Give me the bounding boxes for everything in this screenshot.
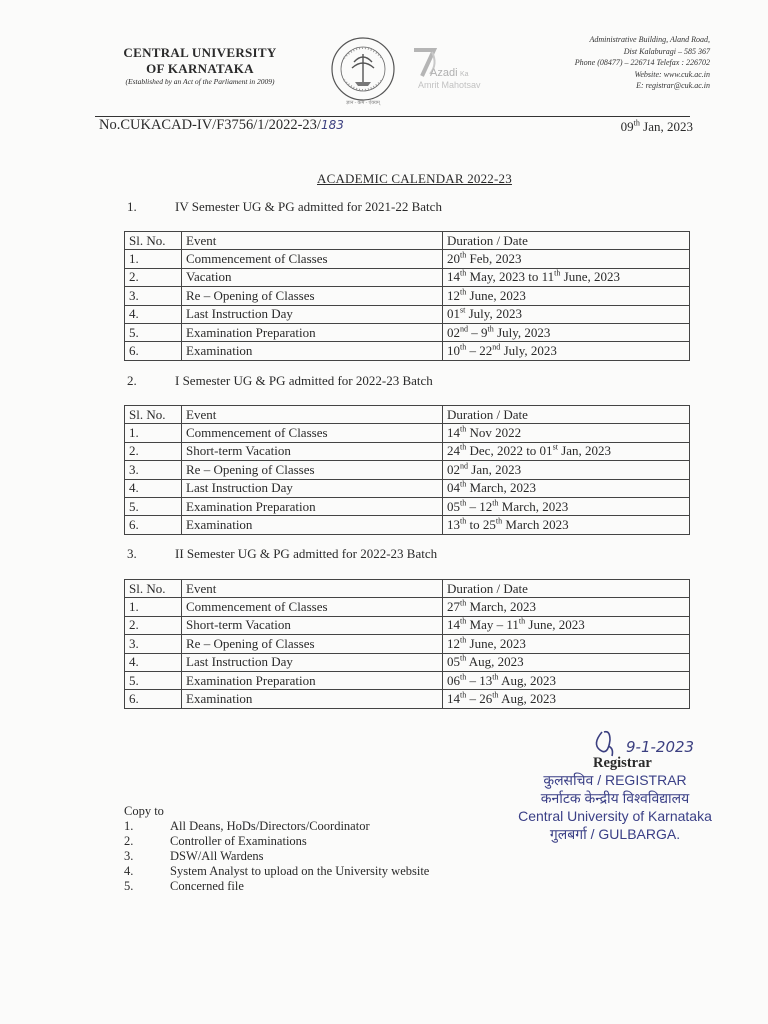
serial-number-cell: 1. — [125, 424, 182, 442]
table-header-row — [125, 406, 690, 424]
copy-to-item — [124, 819, 429, 834]
serial-number-cell: 4. — [125, 305, 182, 323]
copy-to-item-number: 5. — [124, 879, 134, 893]
azadi-logo-word-1: Azadi — [430, 67, 458, 79]
date-cell: 02nd Jan, 2023 — [443, 461, 690, 479]
section-heading-text: IV Semester UG & PG admitted for 2021-22 Batch — [175, 199, 442, 214]
event-cell: Commencement of Classes — [182, 250, 443, 268]
date-cell: 06th – 13th Aug, 2023 — [443, 671, 690, 689]
date-cell: 14th May, 2023 to 11th June, 2023 — [443, 268, 690, 286]
serial-number-cell: 5. — [125, 323, 182, 341]
event-cell: Commencement of Classes — [182, 424, 443, 442]
serial-number-cell: 6. — [125, 690, 182, 708]
serial-number-cell: 6. — [125, 342, 182, 360]
table-row — [125, 671, 690, 689]
date-cell: 01st July, 2023 — [443, 305, 690, 323]
university-name-line1: CENTRAL UNIVERSITY — [123, 45, 277, 60]
table-row — [125, 653, 690, 671]
event-cell: Last Instruction Day — [182, 479, 443, 497]
calendar-table-iv-semester — [124, 231, 690, 361]
table-row — [125, 305, 690, 323]
contact-block — [575, 34, 710, 92]
serial-number-cell: 6. — [125, 516, 182, 534]
serial-number-cell: 2. — [125, 616, 182, 634]
date-cell: 14th May – 11th June, 2023 — [443, 616, 690, 634]
event-cell: Last Instruction Day — [182, 305, 443, 323]
emblem-caption: ज्ञान - कर्म - ऐक्यम् — [346, 101, 380, 106]
table-header-row — [125, 232, 690, 250]
serial-number-cell: 2. — [125, 442, 182, 460]
registrar-stamp — [500, 771, 730, 843]
table-row — [125, 442, 690, 460]
copy-to-item — [124, 864, 429, 879]
event-cell: Re – Opening of Classes — [182, 287, 443, 305]
document-title: ACADEMIC CALENDAR 2022-23 — [317, 171, 512, 186]
date-cell: 14th Nov 2022 — [443, 424, 690, 442]
section-number: 2. — [127, 373, 137, 388]
serial-number-cell: 3. — [125, 461, 182, 479]
copy-to-item-text: All Deans, HoDs/Directors/Coordinator — [170, 819, 370, 833]
table-row — [125, 424, 690, 442]
reference-number — [99, 117, 344, 134]
section-heading — [127, 373, 433, 389]
serial-number-cell: 1. — [125, 598, 182, 616]
section-number: 3. — [127, 546, 137, 561]
copy-to-item-text: DSW/All Wardens — [170, 849, 264, 863]
copy-to-item-number: 3. — [124, 849, 134, 863]
section-heading — [127, 199, 442, 215]
date-cell: 04th March, 2023 — [443, 479, 690, 497]
copy-to-item-text: Controller of Examinations — [170, 834, 307, 848]
event-cell: Short-term Vacation — [182, 616, 443, 634]
date-cell: 05th – 12th March, 2023 — [443, 497, 690, 515]
letter-date — [621, 119, 693, 135]
table-row — [125, 635, 690, 653]
date-cell: 20th Feb, 2023 — [443, 250, 690, 268]
azadi-ka-amrit-mahotsav-logo — [408, 46, 498, 94]
column-header: Duration / Date — [443, 406, 690, 424]
table-row — [125, 497, 690, 515]
serial-number-cell: 3. — [125, 635, 182, 653]
stamp-line-1: कुलसचिव / REGISTRAR — [543, 772, 687, 788]
event-cell: Commencement of Classes — [182, 598, 443, 616]
azadi-logo-word-2: Ka — [460, 71, 469, 78]
copy-to-item-text: Concerned file — [170, 879, 244, 893]
date-rest: Jan, 2023 — [639, 119, 693, 134]
copy-to-item — [124, 879, 429, 894]
section-heading-text: I Semester UG & PG admitted for 2022-23 Batch — [175, 373, 433, 388]
table-row — [125, 268, 690, 286]
event-cell: Examination — [182, 516, 443, 534]
event-cell: Examination Preparation — [182, 671, 443, 689]
serial-number-cell: 5. — [125, 497, 182, 515]
event-cell: Last Instruction Day — [182, 653, 443, 671]
column-header: Sl. No. — [125, 406, 182, 424]
serial-number-cell: 4. — [125, 479, 182, 497]
section-heading — [127, 546, 437, 562]
table-row — [125, 323, 690, 341]
event-cell: Re – Opening of Classes — [182, 635, 443, 653]
column-header: Event — [182, 232, 443, 250]
contact-address-line1: Administrative Building, Aland Road, — [589, 35, 710, 44]
serial-number-cell: 4. — [125, 653, 182, 671]
serial-number-cell: 2. — [125, 268, 182, 286]
event-cell: Examination Preparation — [182, 497, 443, 515]
calendar-table-i-semester — [124, 405, 690, 535]
column-header: Sl. No. — [125, 232, 182, 250]
table-row — [125, 616, 690, 634]
date-cell: 27th March, 2023 — [443, 598, 690, 616]
serial-number-cell: 1. — [125, 250, 182, 268]
copy-to-item — [124, 849, 429, 864]
date-day: 09 — [620, 119, 634, 134]
date-cell: 12th June, 2023 — [443, 287, 690, 305]
column-header: Sl. No. — [125, 580, 182, 598]
date-cell: 13th to 25th March 2023 — [443, 516, 690, 534]
section-number: 1. — [127, 199, 137, 214]
serial-number-cell: 5. — [125, 671, 182, 689]
azadi-logo-word-3: Amrit Mahotsav — [418, 80, 481, 90]
table-row — [125, 516, 690, 534]
stamp-line-2: कर्नाटक केन्द्रीय विश्वविद्यालय — [540, 790, 690, 806]
copy-to-heading: Copy to — [124, 804, 164, 818]
event-cell: Examination — [182, 342, 443, 360]
section-heading-text: II Semester UG & PG admitted for 2022-23 Batch — [175, 546, 438, 561]
date-cell: 02nd – 9th July, 2023 — [443, 323, 690, 341]
table-row — [125, 479, 690, 497]
event-cell: Vacation — [182, 268, 443, 286]
event-cell: Examination — [182, 690, 443, 708]
copy-to-item-number: 4. — [124, 864, 134, 878]
stamp-line-4: गुलबर्गा / GULBARGA. — [549, 826, 681, 842]
calendar-table-ii-semester — [124, 579, 690, 709]
university-name-line2: OF KARNATAKA — [146, 61, 254, 76]
column-header: Duration / Date — [443, 580, 690, 598]
contact-website: Website: www.cuk.ac.in — [634, 69, 710, 79]
table-row — [125, 461, 690, 479]
table-row — [125, 598, 690, 616]
university-emblem-icon — [330, 36, 396, 102]
date-cell: 10th – 22nd July, 2023 — [443, 342, 690, 360]
date-cell: 14th – 26th Aug, 2023 — [443, 690, 690, 708]
column-header: Event — [182, 406, 443, 424]
signature-date-handwritten: 9-1-2023 — [626, 738, 695, 756]
column-header: Event — [182, 580, 443, 598]
event-cell: Short-term Vacation — [182, 442, 443, 460]
copy-to-item-text: System Analyst to upload on the University website — [170, 864, 430, 878]
stamp-line-3: Central University of Karnataka — [518, 808, 712, 824]
copy-to-list — [124, 804, 429, 894]
date-cell: 05th Aug, 2023 — [443, 653, 690, 671]
table-header-row — [125, 580, 690, 598]
table-row — [125, 690, 690, 708]
registrar-designation: Registrar — [593, 755, 652, 771]
table-row — [125, 250, 690, 268]
copy-to-item — [124, 834, 429, 849]
date-cell: 24th Dec, 2022 to 01st Jan, 2023 — [443, 442, 690, 460]
column-header: Duration / Date — [443, 232, 690, 250]
date-suffix: th — [633, 118, 640, 128]
date-cell: 12th June, 2023 — [443, 635, 690, 653]
established-note: (Established by an Act of the Parliament in 2009) — [125, 77, 275, 86]
copy-to-item-number: 1. — [124, 819, 134, 833]
table-row — [125, 342, 690, 360]
reference-number-text: No.CUKACAD-IV/F3756/1/2022-23/ — [99, 117, 321, 133]
copy-to-item-number: 2. — [124, 834, 134, 848]
table-row — [125, 287, 690, 305]
reference-number-handwritten: 183 — [320, 118, 344, 132]
contact-phone: Phone (08477) – 226714 Telefax : 226702 — [574, 58, 710, 67]
contact-email: E: registrar@cuk.ac.in — [636, 81, 710, 90]
event-cell: Examination Preparation — [182, 323, 443, 341]
contact-address-line2: Dist Kalaburagi – 585 367 — [623, 46, 710, 56]
university-name — [100, 45, 300, 77]
serial-number-cell: 3. — [125, 287, 182, 305]
event-cell: Re – Opening of Classes — [182, 461, 443, 479]
